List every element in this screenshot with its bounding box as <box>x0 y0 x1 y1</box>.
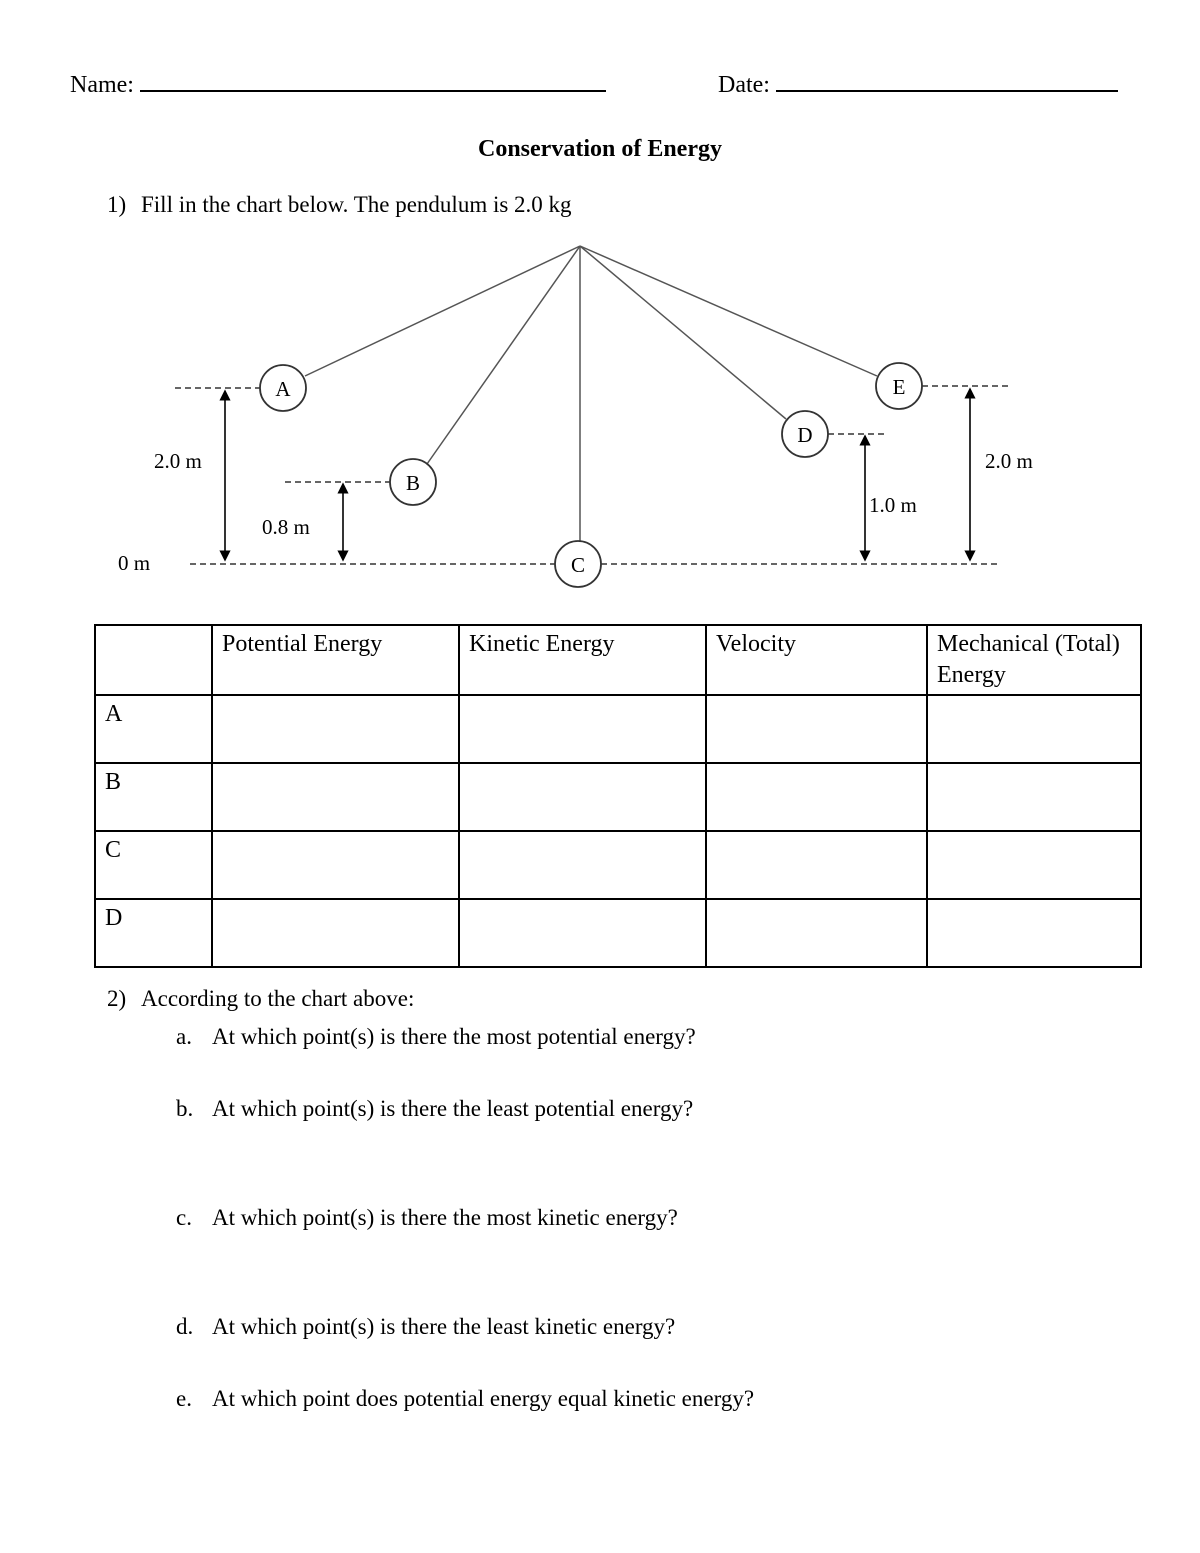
point-label-a: A <box>275 377 291 401</box>
name-label: Name: <box>70 72 134 98</box>
table-header-row <box>95 625 1141 695</box>
row-label-b: B <box>95 763 212 831</box>
subquestion-letter: b. <box>176 1096 194 1121</box>
name-field <box>70 72 606 99</box>
answer-cell[interactable] <box>459 899 706 967</box>
point-label-b: B <box>405 471 421 495</box>
date-field <box>718 72 1118 99</box>
subquestion-e <box>176 1386 754 1412</box>
table-header-cell: Mechanical (Total) Energy <box>927 625 1141 695</box>
point-label-c: C <box>570 553 586 577</box>
height-label-zero: 0 m <box>118 551 151 575</box>
question-1 <box>107 192 572 218</box>
height-label-a: 2.0 m <box>154 449 202 473</box>
answer-cell[interactable] <box>706 831 927 899</box>
subquestion-text: At which point(s) is there the most kinetic energy? <box>212 1205 678 1230</box>
table-row <box>95 899 1141 967</box>
subquestion-letter: e. <box>176 1386 192 1411</box>
row-label-c: C <box>95 831 212 899</box>
energy-chart-table <box>94 624 1142 968</box>
string-b <box>427 246 580 464</box>
answer-cell[interactable] <box>706 899 927 967</box>
point-label-e: E <box>892 375 906 399</box>
answer-cell[interactable] <box>706 695 927 763</box>
answer-cell[interactable] <box>212 695 459 763</box>
question-2 <box>107 986 414 1012</box>
answer-cell[interactable] <box>212 899 459 967</box>
question-1-number: 1) <box>107 192 127 217</box>
answer-cell[interactable] <box>459 695 706 763</box>
point-label-d: D <box>797 423 813 447</box>
subquestion-text: At which point(s) is there the most potential energy? <box>212 1024 696 1049</box>
answer-cell[interactable] <box>212 763 459 831</box>
height-label-e: 2.0 m <box>985 449 1033 473</box>
row-label-a: A <box>95 695 212 763</box>
string-d <box>580 246 786 419</box>
subquestion-b <box>176 1096 693 1122</box>
subquestion-letter: d. <box>176 1314 194 1339</box>
answer-cell[interactable] <box>927 695 1141 763</box>
answer-cell[interactable] <box>706 763 927 831</box>
answer-cell[interactable] <box>459 831 706 899</box>
date-label: Date: <box>718 72 770 98</box>
date-blank-line[interactable] <box>776 90 1118 92</box>
question-2-number: 2) <box>107 986 127 1011</box>
string-e <box>580 246 877 376</box>
height-label-b: 0.8 m <box>262 515 310 539</box>
question-2-text: According to the chart above: <box>141 986 415 1011</box>
name-blank-line[interactable] <box>140 90 606 92</box>
table-header-cell: Velocity <box>706 625 927 695</box>
pendulum-diagram <box>0 230 1200 600</box>
table-row <box>95 763 1141 831</box>
answer-cell[interactable] <box>927 899 1141 967</box>
table-row <box>95 831 1141 899</box>
answer-cell[interactable] <box>212 831 459 899</box>
subquestion-text: At which point(s) is there the least kinetic energy? <box>212 1314 676 1339</box>
answer-cell[interactable] <box>927 831 1141 899</box>
string-a <box>305 246 580 376</box>
subquestion-text: At which point(s) is there the least potential energy? <box>212 1096 694 1121</box>
subquestion-d <box>176 1314 675 1340</box>
row-label-d: D <box>95 899 212 967</box>
subquestion-letter: a. <box>176 1024 192 1049</box>
table-header-cell <box>95 625 212 695</box>
subquestion-c <box>176 1205 678 1231</box>
page-title: Conservation of Energy <box>478 136 722 162</box>
subquestion-text: At which point does potential energy equal kinetic energy? <box>212 1386 755 1411</box>
answer-cell[interactable] <box>927 763 1141 831</box>
table-header-cell: Potential Energy <box>212 625 459 695</box>
table-row <box>95 695 1141 763</box>
subquestion-a <box>176 1024 696 1050</box>
subquestion-letter: c. <box>176 1205 192 1230</box>
height-label-d: 1.0 m <box>869 493 917 517</box>
answer-cell[interactable] <box>459 763 706 831</box>
table-header-cell: Kinetic Energy <box>459 625 706 695</box>
question-1-text: Fill in the chart below. The pendulum is 2.0 kg <box>141 192 572 217</box>
